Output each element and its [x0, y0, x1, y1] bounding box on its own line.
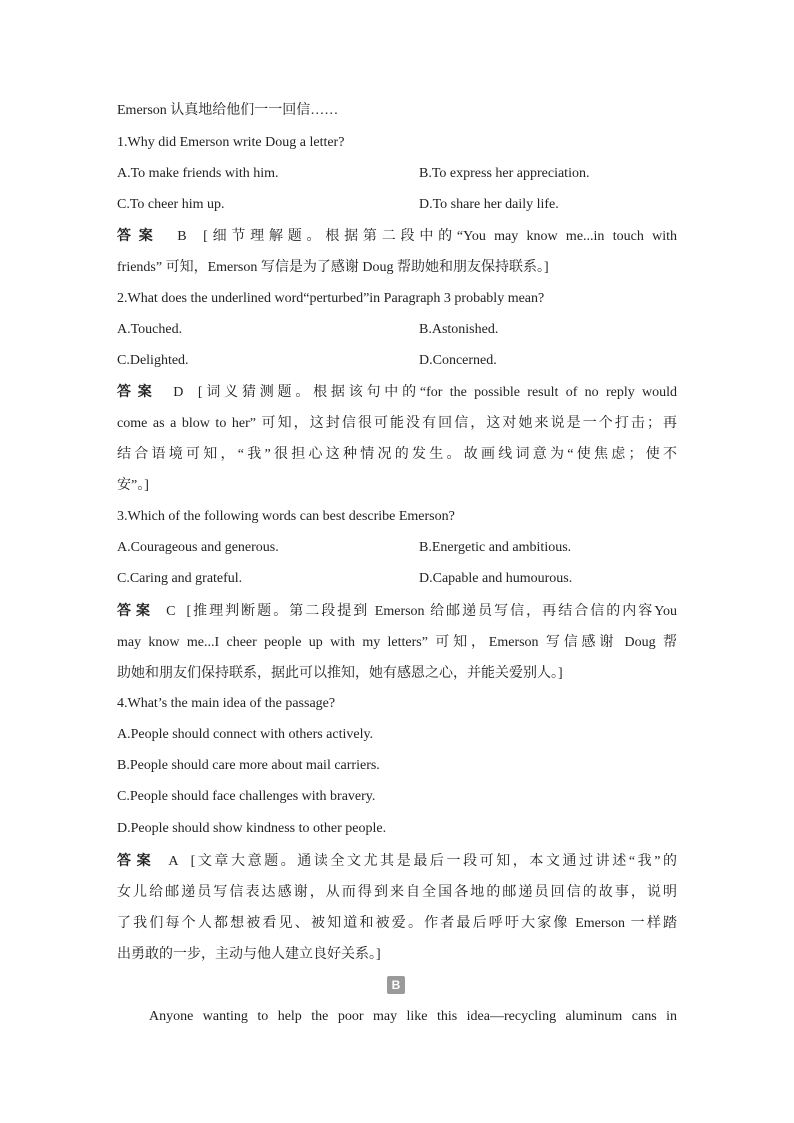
question-2-answer-line-2: come as a blow to her” 可知，这封信很可能没有回信，这对她来说是一个打击；再 — [117, 416, 677, 431]
question-3-stem: 3.Which of the following words can best describe Emerson? — [117, 509, 455, 524]
question-4-option-a: A.People should connect with others actively. — [117, 727, 374, 742]
answer-explanation: [推理判断题。第二段提到 Emerson 给邮递员写信，再结合信的内容You — [186, 604, 677, 619]
question-4-option-c: C.People should face challenges with bravery. — [117, 789, 376, 804]
answer-label: 答案 — [117, 854, 157, 869]
answer-letter: C — [166, 604, 176, 619]
answer-explanation: [细节理解题。根据第二段中的“You may know me...in touch with — [203, 229, 678, 244]
question-2-answer-line-4: 安”。] — [117, 478, 149, 493]
section-b-badge: B — [387, 976, 405, 994]
question-1-answer-line-2: friends” 可知，Emerson 写信是为了感谢 Doug 帮助她和朋友保持联系。] — [117, 260, 549, 275]
answer-label: 答案 — [117, 385, 159, 400]
answer-letter: A — [168, 854, 179, 869]
question-1-option-a: A.To make friends with him. — [117, 166, 279, 181]
passage-first-line: Anyone wanting to help the poor may like this idea—recycling aluminum cans in — [149, 1009, 677, 1024]
answer-explanation: [文章大意题。通读全文尤其是最后一段可知，本文通过讲述“我”的 — [190, 854, 677, 869]
question-4-stem: 4.What’s the main idea of the passage? — [117, 696, 336, 711]
question-3-option-b: B.Energetic and ambitious. — [419, 540, 572, 555]
question-4-answer-line-2: 女儿给邮递员写信表达感谢，从而得到来自全国各地的邮递员回信的故事，说明 — [117, 885, 677, 900]
question-4-option-d: D.People should show kindness to other people. — [117, 821, 387, 836]
answer-letter: B — [177, 229, 187, 244]
question-1-answer-line-1 — [117, 221, 677, 252]
question-3-answer-line-1 — [117, 596, 677, 627]
answer-label: 答案 — [117, 604, 156, 619]
answer-letter: D — [173, 385, 184, 400]
question-4-answer-line-1 — [117, 846, 677, 877]
intro-line: Emerson 认真地给他们一一回信…… — [117, 103, 339, 118]
question-3-option-d: D.Capable and humourous. — [419, 571, 573, 586]
question-2-option-a: A.Touched. — [117, 322, 183, 337]
question-1-stem: 1.Why did Emerson write Doug a letter? — [117, 135, 345, 150]
question-2-option-c: C.Delighted. — [117, 353, 189, 368]
question-1-option-c: C.To cheer him up. — [117, 197, 225, 212]
question-3-option-a: A.Courageous and generous. — [117, 540, 279, 555]
answer-label: 答案 — [117, 229, 161, 244]
question-3-answer-line-3: 助她和朋友们保持联系，据此可以推知，她有感恩之心，并能关爱别人。] — [117, 666, 563, 681]
question-3-answer-line-2: may know me...I cheer people up with my letters” 可知，Emerson 写信感谢 Doug 帮 — [117, 635, 677, 650]
question-4-answer-line-3: 了我们每个人都想被看见、被知道和被爱。作者最后呼吁大家像 Emerson 一样踏 — [117, 916, 677, 931]
question-2-answer-line-3: 结合语境可知，“我”很担心这种情况的发生。故画线词意为“使焦虑；使不 — [117, 447, 677, 462]
question-4-answer-line-4: 出勇敢的一步，主动与他人建立良好关系。] — [117, 947, 381, 962]
question-1-option-b: B.To express her appreciation. — [419, 166, 590, 181]
question-2-answer-line-1 — [117, 377, 677, 408]
question-2-option-d: D.Concerned. — [419, 353, 497, 368]
question-2-stem: 2.What does the underlined word“perturbed”in Paragraph 3 probably mean? — [117, 291, 545, 306]
question-1-option-d: D.To share her daily life. — [419, 197, 559, 212]
question-4-option-b: B.People should care more about mail carriers. — [117, 758, 380, 773]
question-3-option-c: C.Caring and grateful. — [117, 571, 243, 586]
question-2-option-b: B.Astonished. — [419, 322, 499, 337]
answer-explanation: [词义猜测题。根据该句中的“for the possible result of no reply would — [197, 385, 678, 400]
